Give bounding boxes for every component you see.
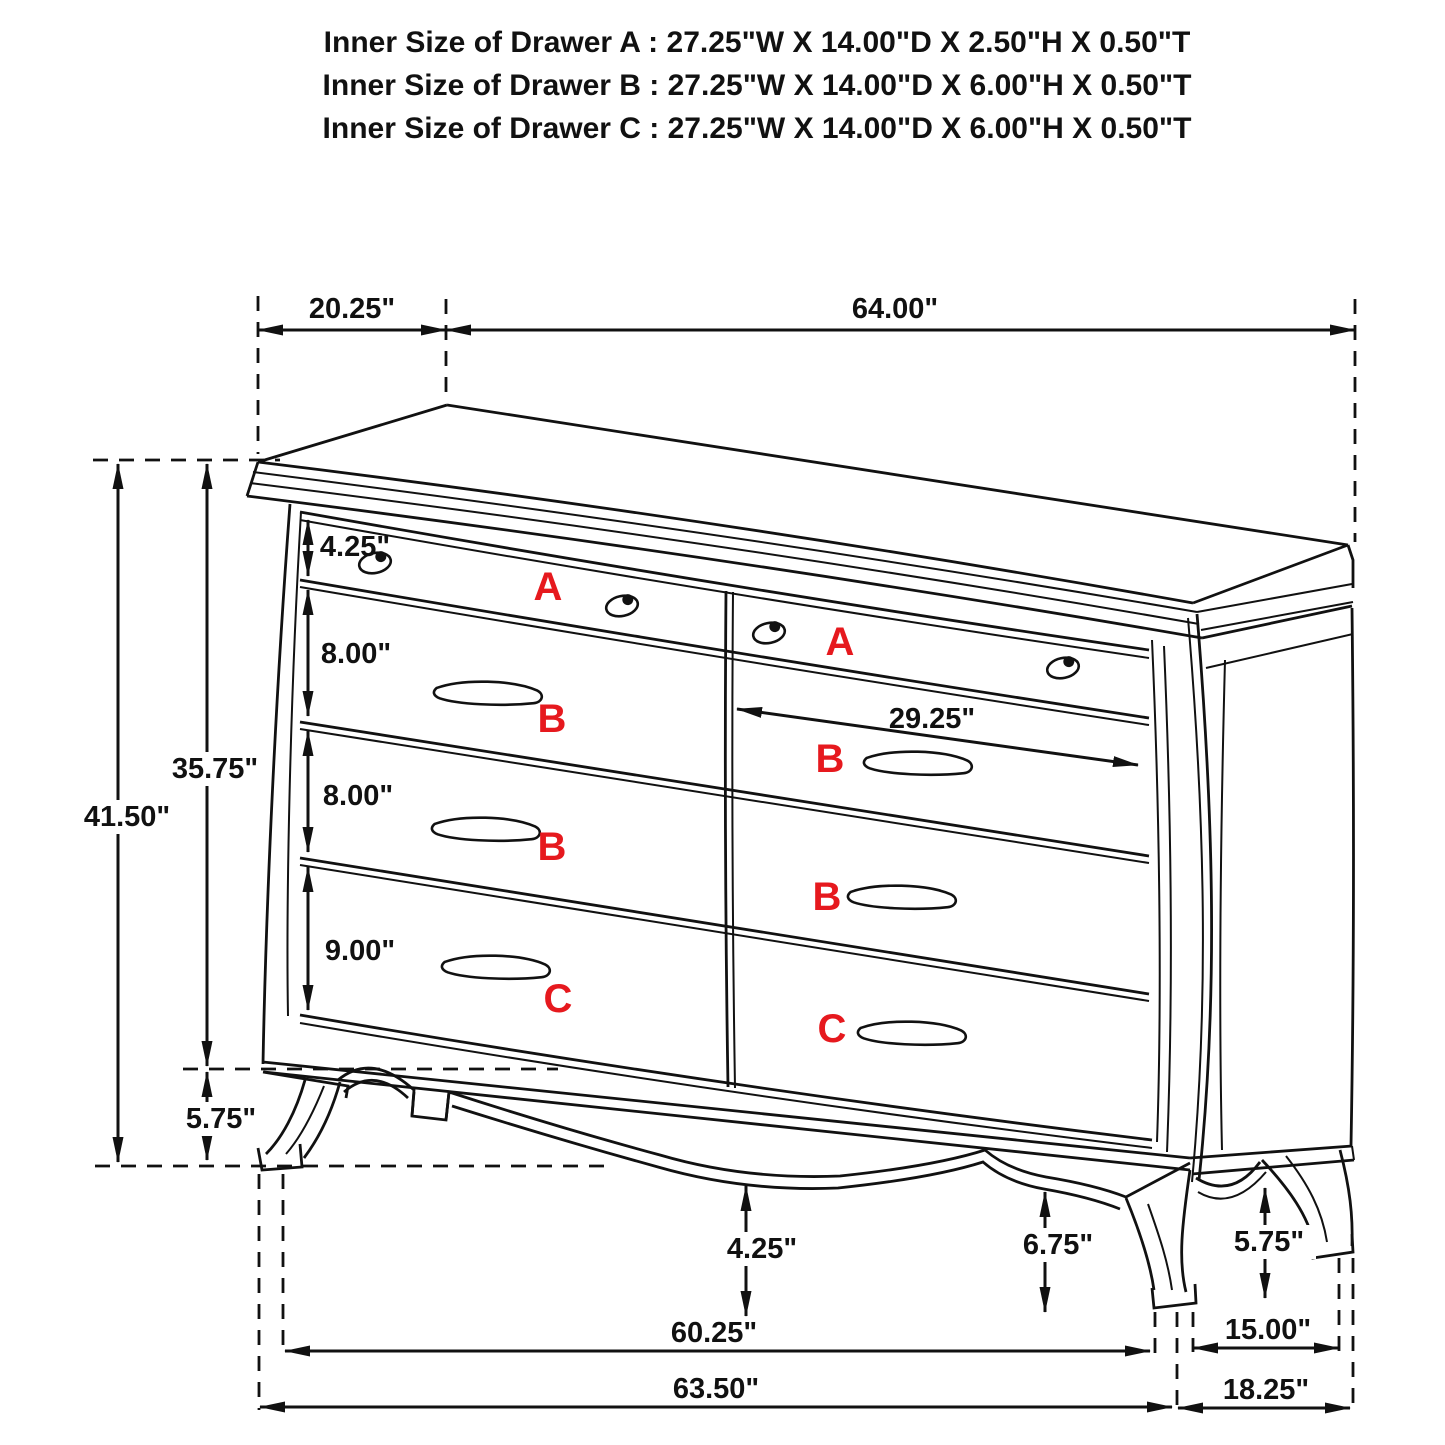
dresser-top-slab [247, 405, 1353, 638]
side-base-rail-cap [1352, 1146, 1354, 1160]
front-left-leg-mid [286, 1086, 324, 1154]
handle-left-b-upper [433, 676, 543, 711]
dim-label-top-width: 64.00" [851, 293, 939, 325]
apron-bottom-curve-right [452, 1106, 1120, 1209]
handle-icon [433, 676, 543, 711]
dim-label-overall-height: 41.50" [83, 801, 171, 833]
handle-right-c [857, 1016, 967, 1051]
handle-left-b-lower [431, 812, 541, 847]
case-left-stile-inner [288, 512, 301, 1016]
handle-icon [863, 746, 973, 781]
drawer-bezel-right-1 [1152, 640, 1160, 1142]
dim-label-drawer-a-height: 4.25" [319, 531, 391, 563]
dim-label-drawer-front-width: 29.25" [888, 703, 976, 735]
side-right-edge [1351, 608, 1353, 1146]
knob-icon [604, 593, 639, 619]
dim-label-right-clearance: 6.75" [1022, 1229, 1094, 1261]
knob-right-a-1 [751, 619, 787, 646]
case-front-right-corner-inner [1188, 618, 1203, 1182]
dim-label-drawer-b-upper-height: 8.00" [320, 638, 392, 670]
knob-left-a-2 [604, 592, 640, 619]
slab-right-edge [1193, 545, 1348, 603]
legs [258, 1080, 1353, 1308]
label-drawer-b-lower-right: B [812, 875, 842, 919]
dim-label-top-offset: 20.25" [308, 293, 396, 325]
header-line-drawer-a: Inner Size of Drawer A : 27.25"W X 14.00"D X 2.50"H X 0.50"T [323, 26, 1191, 59]
handle-icon [857, 1016, 967, 1051]
slab-back-edge [447, 405, 1348, 545]
label-drawer-a-right: A [825, 620, 855, 664]
header-block [323, 26, 1192, 145]
side-top-rail-1 [1202, 606, 1352, 638]
dim-label-floor-overall-width: 63.50" [672, 1373, 760, 1405]
drawer-rows [263, 512, 1190, 1170]
label-drawer-b-upper-left: B [537, 697, 567, 741]
dim-label-front-feet-span: 60.25" [670, 1317, 758, 1349]
dim-label-side-feet-span: 15.00" [1224, 1314, 1312, 1346]
front-left-leg-outer [266, 1080, 305, 1154]
label-drawer-b-lower-left: B [537, 825, 567, 869]
drawer-bezel-right-2 [1164, 646, 1171, 1152]
dim-label-apron-clearance: 4.25" [726, 1233, 798, 1265]
label-drawer-c-right: C [817, 1007, 847, 1051]
slab-left-corner-cap [247, 462, 258, 496]
slab-right-cap [1348, 545, 1353, 588]
handle-left-c [441, 950, 551, 985]
label-drawer-c-left: C [543, 977, 573, 1021]
handle-icon [431, 812, 541, 847]
dim-label-side-leg-height: 5.75" [1233, 1226, 1305, 1258]
dim-label-case-height: 35.75" [171, 753, 259, 785]
center-divider-line-1 [725, 591, 728, 1087]
side-top-rail-2 [1206, 634, 1353, 668]
handle-right-b-upper [863, 746, 973, 781]
rear-right-foot [1312, 1234, 1353, 1258]
side-panel-seam [1220, 660, 1225, 1150]
slab-left-edge [258, 405, 447, 462]
knob-right-a-2 [1045, 654, 1081, 681]
front-right-leg-right [1182, 1170, 1190, 1292]
handle-right-b-lower [847, 880, 957, 915]
front-right-foot [1152, 1284, 1196, 1308]
side-base-rail-top [1190, 1146, 1352, 1158]
label-drawer-a-left: A [533, 565, 563, 609]
handle-icon [847, 880, 957, 915]
slab-side-line-1 [1197, 584, 1352, 612]
rear-right-leg-outer [1340, 1150, 1352, 1246]
knob-icon [1045, 655, 1080, 681]
label-drawer-b-upper-right: B [815, 737, 845, 781]
header-line-drawer-c: Inner Size of Drawer C : 27.25"W X 14.00"D X 6.00"H X 0.50"T [322, 112, 1192, 145]
center-divider-line-2 [732, 592, 735, 1088]
header-line-drawer-b: Inner Size of Drawer B : 27.25"W X 14.00"D X 6.00"H X 0.50"T [322, 69, 1192, 102]
handle-icon [441, 950, 551, 985]
slab-front-edge [258, 462, 1193, 603]
knob-icon [751, 620, 786, 646]
dim-label-drawer-b-lower-height: 8.00" [322, 780, 394, 812]
dim-label-side-overall-depth: 18.25" [1222, 1374, 1310, 1406]
dim-label-drawer-c-height: 9.00" [324, 935, 396, 967]
dim-label-front-leg-height: 5.75" [185, 1103, 257, 1135]
